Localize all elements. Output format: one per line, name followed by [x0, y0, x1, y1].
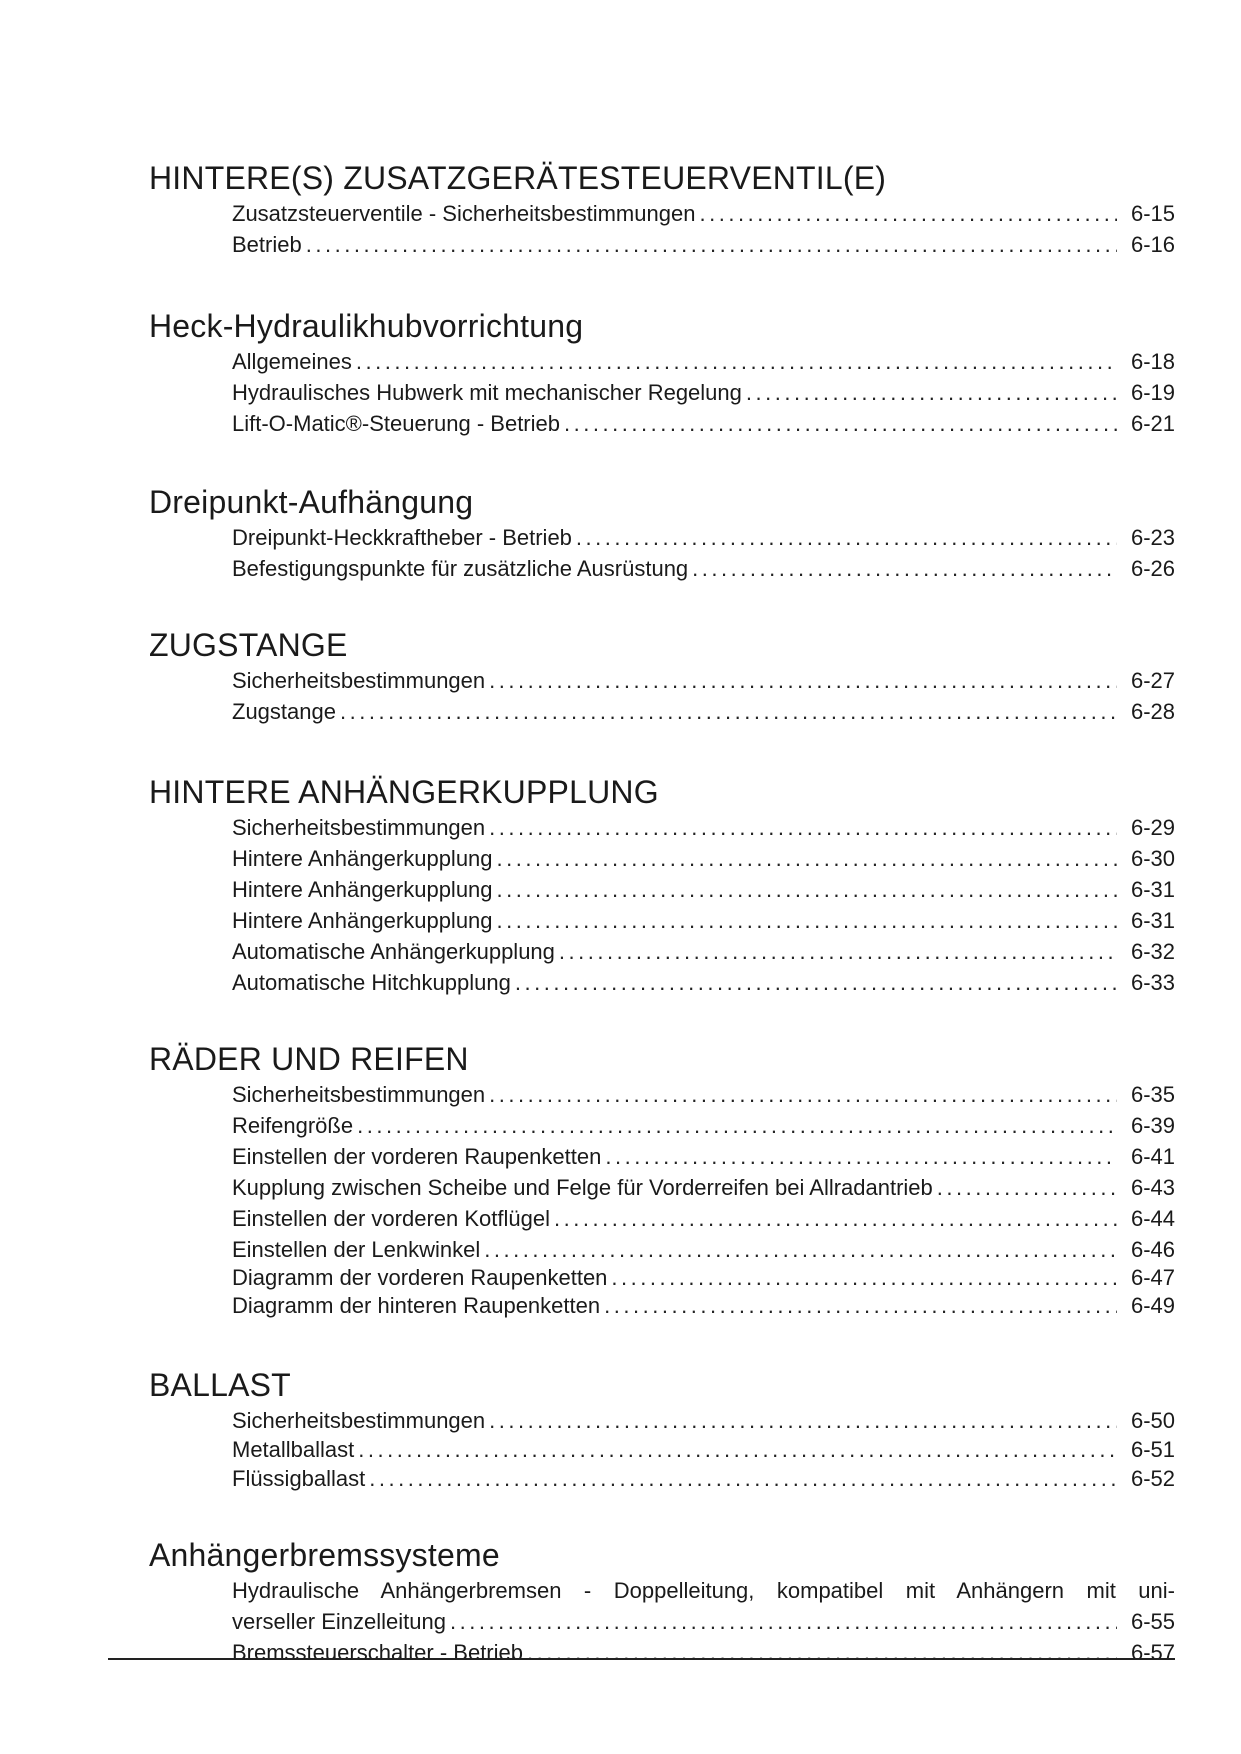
- dot-leader: [497, 843, 1117, 874]
- dot-leader: [340, 696, 1117, 727]
- entry-label: Reifengröße: [232, 1113, 354, 1138]
- entry-page-number: 6-27: [1130, 668, 1175, 693]
- entry-page-number: 6-35: [1130, 1082, 1175, 1107]
- section-title: HINTERE ANHÄNGERKUPPLUNG: [149, 774, 659, 810]
- dot-leader: [489, 665, 1117, 696]
- entry-label: Allgemeines: [232, 349, 352, 374]
- entry-page-number: 6-33: [1130, 970, 1175, 995]
- toc-entry[interactable]: [232, 408, 1175, 439]
- entry-label: Zusatzsteuerventile - Sicherheitsbestimmungen: [232, 201, 696, 226]
- entry-page-number: 6-55: [1130, 1609, 1175, 1634]
- entry-label: Hintere Anhängerkupplung: [232, 877, 493, 902]
- entry-page-number: 6-15: [1130, 201, 1175, 226]
- entry-page-number: 6-49: [1130, 1293, 1175, 1318]
- toc-entry[interactable]: [232, 1606, 1175, 1637]
- toc-entry[interactable]: [232, 553, 1175, 584]
- dot-leader: [564, 408, 1117, 439]
- dot-leader: [937, 1172, 1117, 1203]
- toc-entry[interactable]: [232, 522, 1175, 553]
- entry-label: Kupplung zwischen Scheibe und Felge für Vorderreifen bei Allradantrieb: [232, 1175, 933, 1200]
- dot-leader: [450, 1606, 1117, 1637]
- dot-leader: [489, 1405, 1117, 1436]
- toc-entry[interactable]: [232, 967, 1175, 998]
- entry-label: Zugstange: [232, 699, 336, 724]
- toc-entry[interactable]: [232, 1172, 1175, 1203]
- toc-entry[interactable]: [232, 936, 1175, 967]
- dot-leader: [527, 1637, 1117, 1668]
- entry-label: Automatische Anhängerkupplung: [232, 939, 555, 964]
- entry-label: Hydraulisches Hubwerk mit mechanischer Regelung: [232, 380, 742, 405]
- section-entries: [232, 1079, 1175, 1321]
- section-spacer: [149, 998, 1175, 1039]
- dot-leader: [605, 1141, 1117, 1172]
- entry-label: Dreipunkt-Heckkraftheber - Betrieb: [232, 525, 572, 550]
- entry-page-number: 6-31: [1130, 877, 1175, 902]
- dot-leader: [489, 1079, 1117, 1110]
- toc-entry[interactable]: [232, 346, 1175, 377]
- entry-page-number: 6-29: [1130, 815, 1175, 840]
- entry-label: Diagramm der vorderen Raupenketten: [232, 1265, 608, 1290]
- toc-entry[interactable]: [232, 1203, 1175, 1234]
- toc-entry[interactable]: [232, 1079, 1175, 1110]
- toc-entry[interactable]: [232, 874, 1175, 905]
- entry-page-number: 6-47: [1130, 1265, 1175, 1290]
- entry-page-number: 6-23: [1130, 525, 1175, 550]
- section-title: ZUGSTANGE: [149, 627, 348, 663]
- entry-page-number: 6-51: [1130, 1437, 1175, 1462]
- dot-leader: [515, 967, 1117, 998]
- section-title: BALLAST: [149, 1367, 291, 1403]
- toc-entry[interactable]: [232, 1436, 1175, 1463]
- dot-leader: [746, 377, 1117, 408]
- toc-entry[interactable]: [232, 1234, 1175, 1265]
- toc-entry[interactable]: [232, 1141, 1175, 1172]
- dot-leader: [604, 1290, 1117, 1321]
- entry-page-number: 6-52: [1130, 1466, 1175, 1491]
- toc-entry-first-line[interactable]: Hydraulische Anhängerbremsen - Doppelleitung, kompatibel mit Anhängern mit uni-: [232, 1578, 1175, 1603]
- section-spacer: [149, 439, 1175, 482]
- section-entries: [232, 1575, 1175, 1668]
- dot-leader: [369, 1463, 1117, 1494]
- toc-section: [149, 625, 1175, 727]
- toc-section: [149, 306, 1175, 439]
- entry-page-number: 6-21: [1130, 411, 1175, 436]
- toc-entry[interactable]: [232, 905, 1175, 936]
- entry-label: Lift-O-Matic®-Steuerung - Betrieb: [232, 411, 560, 436]
- entry-label: Sicherheitsbestimmungen: [232, 1082, 486, 1107]
- toc-section: [149, 1365, 1175, 1494]
- entry-label: verseller Einzelleitung: [232, 1609, 446, 1634]
- entry-page-number: 6-39: [1130, 1113, 1175, 1138]
- toc-section: [149, 1039, 1175, 1321]
- toc-entry[interactable]: [232, 1463, 1175, 1494]
- section-title: Anhängerbremssysteme: [149, 1537, 500, 1573]
- dot-leader: [356, 346, 1117, 377]
- toc-section: [149, 1535, 1175, 1668]
- entry-page-number: 6-41: [1130, 1144, 1175, 1169]
- dot-leader: [611, 1265, 1117, 1290]
- dot-leader: [497, 905, 1117, 936]
- section-entries: [232, 346, 1175, 439]
- entry-page-number: 6-32: [1130, 939, 1175, 964]
- dot-leader: [554, 1203, 1117, 1234]
- entry-page-number: 6-18: [1130, 349, 1175, 374]
- toc-entry[interactable]: [232, 198, 1175, 229]
- toc-entry[interactable]: [232, 1405, 1175, 1436]
- toc-entry[interactable]: [232, 1290, 1175, 1321]
- section-entries: [232, 1405, 1175, 1494]
- dot-leader: [358, 1436, 1117, 1463]
- footer-divider: [108, 1658, 1175, 1660]
- entry-label: Flüssigballast: [232, 1466, 366, 1491]
- entry-page-number: 6-44: [1130, 1206, 1175, 1231]
- toc-entry[interactable]: [232, 229, 1175, 260]
- toc-entry[interactable]: [232, 665, 1175, 696]
- entry-label: Einstellen der vorderen Kotflügel: [232, 1206, 550, 1231]
- entry-page-number: 6-46: [1130, 1237, 1175, 1262]
- entry-page-number: 6-28: [1130, 699, 1175, 724]
- section-spacer: [149, 727, 1175, 772]
- dot-leader: [692, 553, 1117, 584]
- section-title: Heck-Hydraulikhubvorrichtung: [149, 308, 584, 344]
- section-entries: [232, 198, 1175, 260]
- entry-page-number: 6-43: [1130, 1175, 1175, 1200]
- dot-leader: [306, 229, 1117, 260]
- entry-page-number: 6-57: [1130, 1640, 1175, 1665]
- section-title: HINTERE(S) ZUSATZGERÄTESTEUERVENTIL(E): [149, 160, 887, 196]
- section-entries: [232, 812, 1175, 998]
- dot-leader: [489, 812, 1117, 843]
- section-spacer: [149, 584, 1175, 625]
- entry-label: Hintere Anhängerkupplung: [232, 846, 493, 871]
- table-of-contents: [149, 158, 1175, 1668]
- dot-leader: [497, 874, 1117, 905]
- entry-page-number: 6-19: [1130, 380, 1175, 405]
- entry-label: Einstellen der vorderen Raupenketten: [232, 1144, 602, 1169]
- toc-entry[interactable]: [232, 377, 1175, 408]
- toc-section: [149, 158, 1175, 260]
- entry-label: Automatische Hitchkupplung: [232, 970, 511, 995]
- entry-page-number: 6-50: [1130, 1408, 1175, 1433]
- entry-label: Bremssteuerschalter - Betrieb: [232, 1640, 523, 1665]
- entry-page-number: 6-16: [1130, 232, 1175, 257]
- dot-leader: [699, 198, 1117, 229]
- toc-entry[interactable]: [232, 843, 1175, 874]
- entry-label: Einstellen der Lenkwinkel: [232, 1237, 481, 1262]
- toc-section: [149, 772, 1175, 998]
- dot-leader: [357, 1110, 1117, 1141]
- section-entries: [232, 665, 1175, 727]
- dot-leader: [484, 1234, 1117, 1265]
- section-title: RÄDER UND REIFEN: [149, 1041, 469, 1077]
- toc-entry[interactable]: [232, 812, 1175, 843]
- section-title: Dreipunkt-Aufhängung: [149, 484, 474, 520]
- toc-entry[interactable]: [232, 696, 1175, 727]
- dot-leader: [559, 936, 1117, 967]
- entry-page-number: 6-31: [1130, 908, 1175, 933]
- toc-entry[interactable]: [232, 1265, 1175, 1290]
- entry-label: Sicherheitsbestimmungen: [232, 1408, 486, 1433]
- entry-page-number: 6-30: [1130, 846, 1175, 871]
- section-entries: [232, 522, 1175, 584]
- entry-label: Diagramm der hinteren Raupenketten: [232, 1293, 601, 1318]
- section-spacer: [149, 1321, 1175, 1365]
- entry-label: Sicherheitsbestimmungen: [232, 815, 486, 840]
- entry-label: Metallballast: [232, 1437, 355, 1462]
- entry-label: Betrieb: [232, 232, 302, 257]
- entry-label: Sicherheitsbestimmungen: [232, 668, 486, 693]
- toc-entry[interactable]: [232, 1110, 1175, 1141]
- entry-label: Befestigungspunkte für zusätzliche Ausrüstung: [232, 556, 689, 581]
- toc-section: [149, 482, 1175, 584]
- entry-page-number: 6-26: [1130, 556, 1175, 581]
- entry-label: Hintere Anhängerkupplung: [232, 908, 493, 933]
- toc-entry[interactable]: [232, 1637, 1175, 1668]
- section-spacer: [149, 1494, 1175, 1535]
- dot-leader: [576, 522, 1117, 553]
- section-spacer: [149, 260, 1175, 306]
